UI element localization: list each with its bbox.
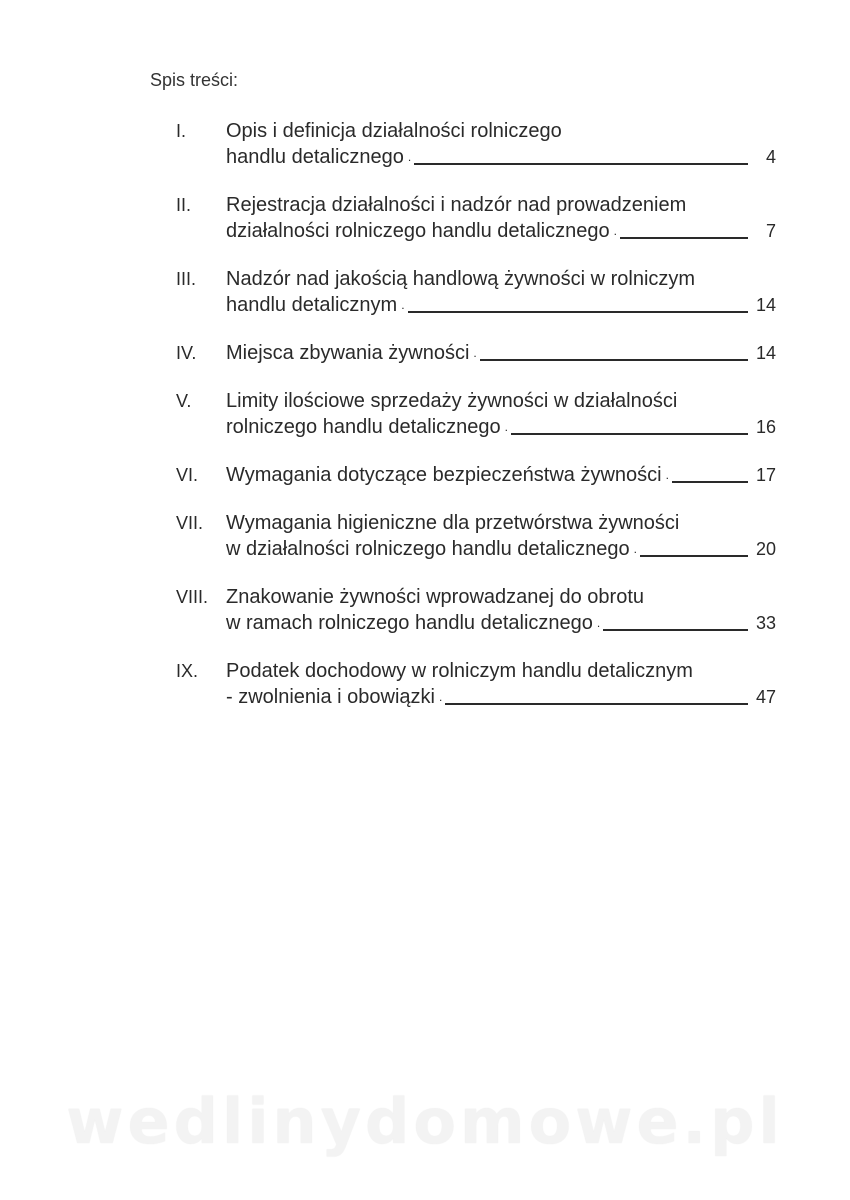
toc-entry-number: IX. <box>176 661 199 681</box>
toc-entry-last-line <box>226 292 776 318</box>
toc-entry-last-line <box>226 414 776 440</box>
leader-line <box>414 163 748 165</box>
toc-entry-title-line: Wymagania higieniczne dla przetwórstwa żywności <box>226 512 680 534</box>
toc-entry-title-line: - zwolnienia i obowiązki <box>226 686 435 708</box>
page-number: 17 <box>755 465 776 485</box>
toc-heading: Spis treści: <box>150 70 239 90</box>
page-number: 47 <box>755 687 776 707</box>
leader-dot: . <box>407 150 412 164</box>
toc-entry[interactable] <box>176 658 776 710</box>
leader-dot: . <box>613 224 617 238</box>
leader-line <box>445 703 748 705</box>
leader-dot: . <box>504 420 508 434</box>
toc-entry-body <box>226 340 776 366</box>
toc-entry-body <box>226 510 776 562</box>
toc-entry-number: VIII. <box>176 587 209 607</box>
toc-entry-number: IV. <box>176 343 197 363</box>
leader-dot: . <box>665 468 669 482</box>
toc-entry-number: V. <box>176 391 192 411</box>
toc-entry-body <box>226 584 776 636</box>
leader-dot: . <box>596 616 601 630</box>
toc-entry-title-line: działalności rolniczego handlu detalicznego <box>226 220 610 242</box>
page-number: 14 <box>755 295 776 315</box>
toc-entry-last-line <box>226 340 776 366</box>
toc-entry-title-line: handlu detalicznym <box>226 294 398 316</box>
leader-dot: . <box>401 298 405 312</box>
page-number: 7 <box>765 221 776 241</box>
leader-dot: . <box>473 346 477 360</box>
leader-dot: . <box>438 690 443 704</box>
page-number: 33 <box>755 613 776 633</box>
leader-line <box>408 311 748 313</box>
toc-entry-last-line <box>226 610 776 636</box>
toc-entry-number: I. <box>176 121 187 141</box>
toc-entry[interactable] <box>176 266 776 318</box>
toc-entry-title-line: rolniczego handlu detalicznego <box>226 416 501 438</box>
toc-entry[interactable] <box>176 340 776 366</box>
toc-entry[interactable] <box>176 510 776 562</box>
toc-entry-last-line <box>226 462 776 488</box>
page-number: 16 <box>755 417 776 437</box>
toc-entry-body <box>226 388 776 440</box>
toc-entry[interactable] <box>176 388 776 440</box>
toc-entry-title-line: w ramach rolniczego handlu detalicznego <box>226 612 593 634</box>
toc-entry-title-line: w działalności rolniczego handlu detalicznego <box>226 538 630 560</box>
toc-entry-title-line: handlu detalicznego <box>226 146 404 168</box>
table-of-contents <box>176 118 776 732</box>
toc-entry-title-line: Wymagania dotyczące bezpieczeństwa żywności <box>226 464 662 486</box>
toc-entry-body <box>226 118 776 170</box>
page-number: 14 <box>755 343 776 363</box>
leader-line <box>603 629 748 631</box>
toc-entry-number: VII. <box>176 513 204 533</box>
toc-entry-title-line: Podatek dochodowy w rolniczym handlu detalicznym <box>226 660 693 682</box>
toc-entry-body <box>226 462 776 488</box>
toc-entry[interactable] <box>176 462 776 488</box>
toc-entry[interactable] <box>176 584 776 636</box>
toc-entry-title-line: Opis i definicja działalności rolniczego <box>226 120 562 142</box>
leader-dot: . <box>633 542 637 556</box>
toc-entry-body <box>226 266 776 318</box>
watermark: wedlinydomowe.pl <box>66 1085 784 1158</box>
page-number: 20 <box>755 539 776 559</box>
leader-line <box>480 359 748 361</box>
toc-entry-title-line: Limity ilościowe sprzedaży żywności w działalności <box>226 390 678 412</box>
toc-entry-number: III. <box>176 269 197 289</box>
leader-line <box>672 481 748 483</box>
toc-entry-last-line <box>226 144 776 170</box>
toc-entry-body <box>226 658 776 710</box>
leader-line <box>640 555 748 557</box>
toc-entry-title-line: Nadzór nad jakością handlową żywności w rolniczym <box>226 268 696 290</box>
toc-entry-last-line <box>226 684 776 710</box>
leader-line <box>620 237 748 239</box>
toc-entry[interactable] <box>176 118 776 170</box>
toc-entry[interactable] <box>176 192 776 244</box>
page-number: 4 <box>765 147 776 167</box>
toc-entry-title-line: Miejsca zbywania żywności <box>226 342 470 364</box>
toc-entry-last-line <box>226 218 776 244</box>
toc-entry-title-line: Rejestracja działalności i nadzór nad prowadzeniem <box>226 194 687 216</box>
leader-line <box>511 433 748 435</box>
toc-entry-number: II. <box>176 195 192 215</box>
toc-entry-last-line <box>226 536 776 562</box>
toc-entry-body <box>226 192 776 244</box>
toc-entry-number: VI. <box>176 465 199 485</box>
toc-entry-title-line: Znakowanie żywności wprowadzanej do obrotu <box>226 586 645 608</box>
